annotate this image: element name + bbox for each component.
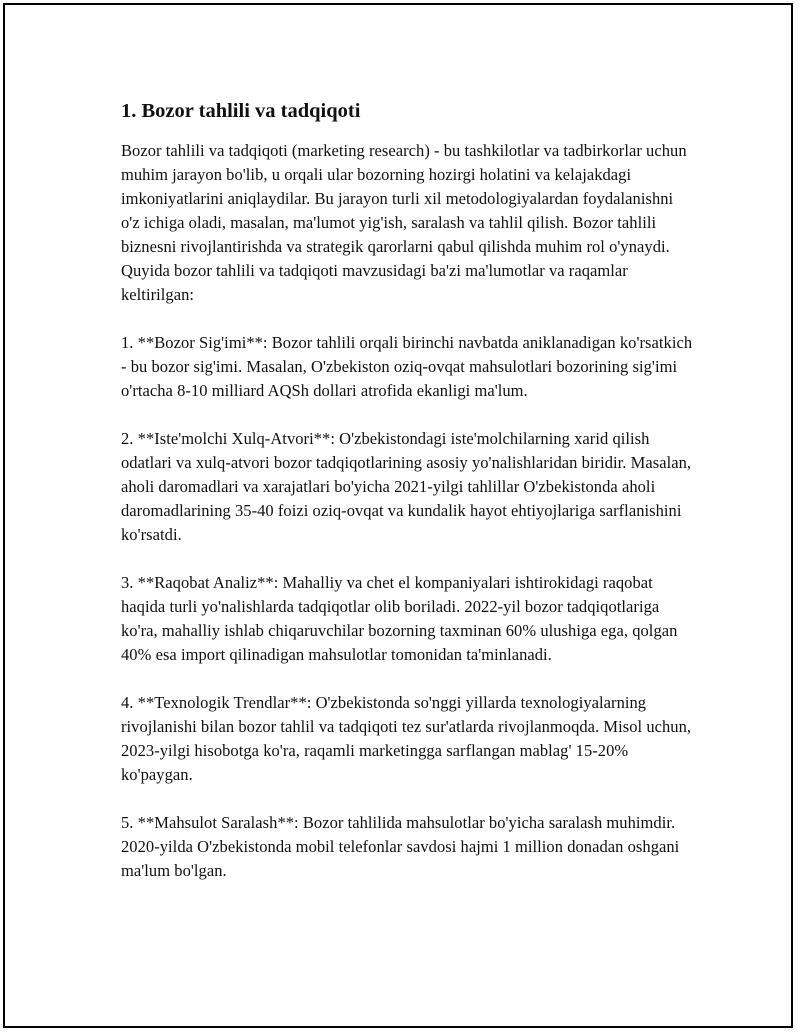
paragraph-consumer-behavior: 2. **Iste'molchi Xulq-Atvori**: O'zbekistondagi iste'molchilarning xarid qilish odatlari va xulq-atvori bozor tadqiqotlarining asosiy yo'nalishlaridan biridir. Masalan, aholi daromadlari va xarajatlari bo'yicha 2021-yilgi tahlillar O'zbekistonda aholi daromadlarining 35-40 foizi oziq-ovqat va kundalik hayot ehtiyojlariga sarflanishini ko'rsatdi.: [121, 429, 692, 544]
paragraph-market-capacity: 1. **Bozor Sig'imi**: Bozor tahlili orqali birinchi navbatda aniklanadigan ko'rsatkich - bu bozor sig'imi. Masalan, O'zbekiston oziq-ovqat mahsulotlari bozorining sig'imi o'rtacha 8-10 milliard AQSh dollari atrofida ekanligi ma'lum.: [121, 333, 693, 400]
document-title: 1. Bozor tahlili va tadqiqoti: [121, 100, 361, 122]
page-frame: [3, 3, 793, 1028]
paragraph-technology-trends: 4. **Texnologik Trendlar**: O'zbekistonda so'nggi yillarda texnologiyalarning rivojlanishi bilan bozor tahlil va tadqiqoti tez sur'atlarda rivojlanmoqda. Misol uchun, 2023-yilgi hisobotga ko'ra, raqamli marketingga sarflangan mablag' 15-20% ko'paygan.: [121, 693, 692, 784]
document-body: [121, 97, 696, 907]
paragraph-product-sorting: 5. **Mahsulot Saralash**: Bozor tahlilida mahsulotlar bo'yicha saralash muhimdir. 2020-yilda O'zbekistonda mobil telefonlar savdosi hajmi 1 million donadan oshgani ma'lum bo'lgan.: [121, 813, 680, 880]
intro-paragraph: Bozor tahlili va tadqiqoti (marketing research) - bu tashkilotlar va tadbirkorlar uchun muhim jarayon bo'lib, u orqali ular bozorning hozirgi holatini va kelajakdagi imkoniyatlarini aniqlaydilar. Bu jarayon turli xil metodologiyalardan foydalanishni o'z ichiga oladi, masalan, ma'lumot yig'ish, saralash va tahlil qilish. Bozor tahlili biznesni rivojlantirishda va strategik qarorlarni qabul qilishda muhim rol o'ynaydi. Quyida bozor tahlili va tadqiqoti mavzusidagi ba'zi ma'lumotlar va raqamlar keltirilgan:: [121, 141, 687, 304]
paragraph-competition-analysis: 3. **Raqobat Analiz**: Mahalliy va chet el kompaniyalari ishtirokidagi raqobat haqida turli yo'nalishlarda tadqiqotlar olib boriladi. 2022-yil bozor tadqiqotlariga ko'ra, mahalliy ishlab chiqaruvchilar bozorning taxminan 60% ulushiga ega, qolgan 40% esa import qilinadigan mahsulotlar tomonidan ta'minlanadi.: [121, 573, 678, 664]
